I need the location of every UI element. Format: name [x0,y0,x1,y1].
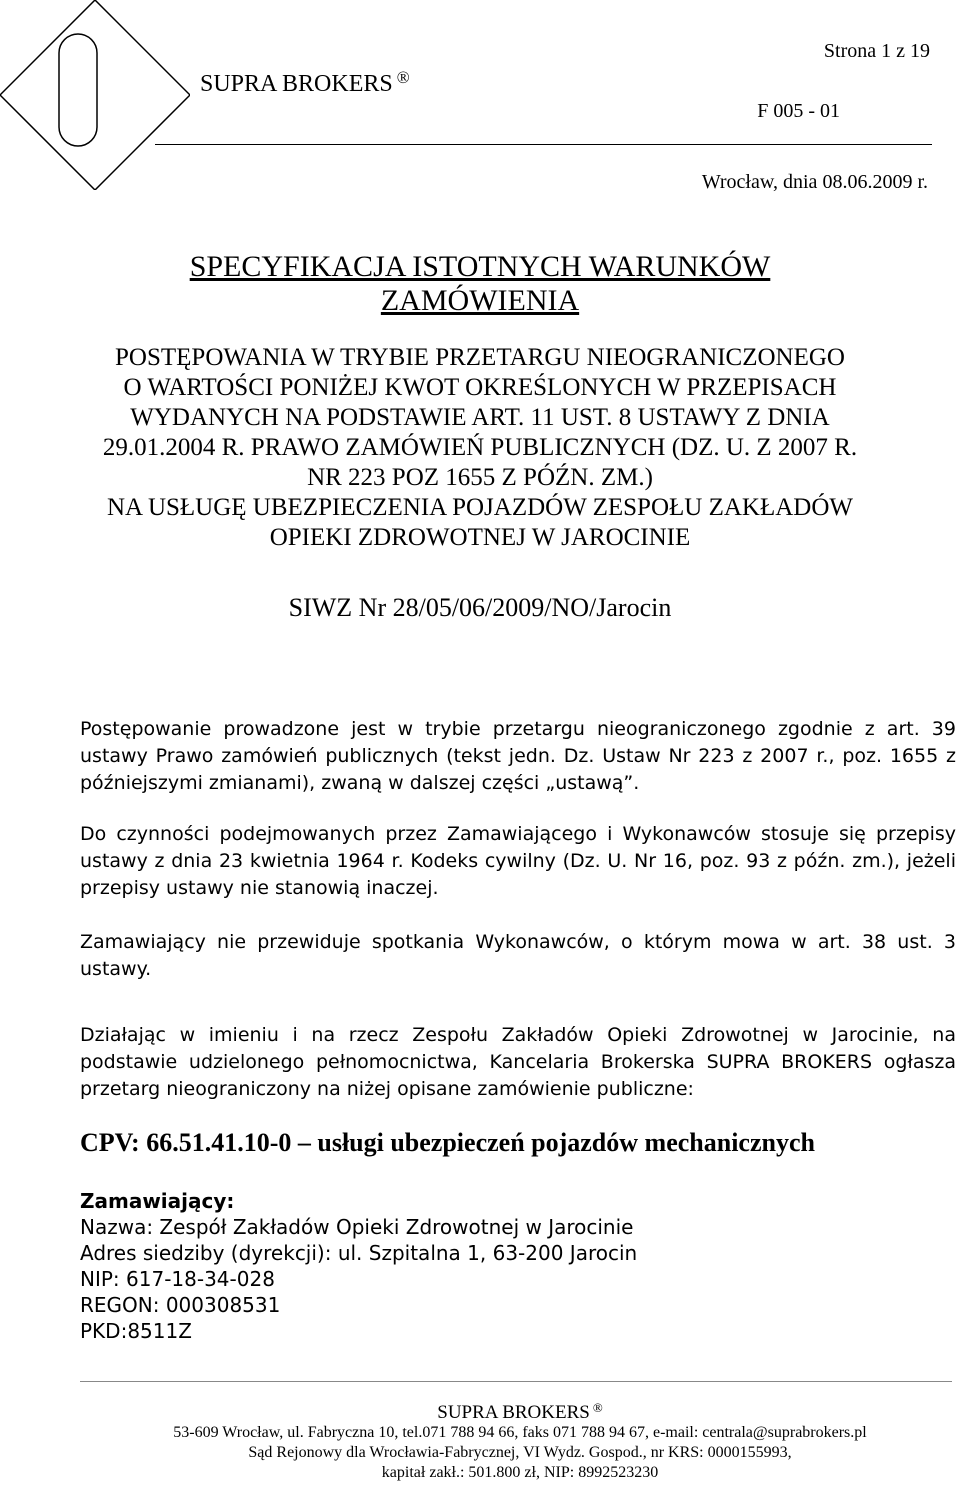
ordering-party-pkd: PKD:8511Z [80,1319,192,1343]
footer-brand-text: SUPRA BROKERS [437,1402,590,1423]
paragraph-procedure: Postępowanie prowadzone jest w trybie przetargu nieograniczonego zgodnie z art. 39 ustawy Prawo zamówień publicznych (tekst jedn. Dz. Ustaw Nr 223 z 2007 r., poz. 1655 z późniejszymi zmianami), zwaną w dalszej części „ustawą”. [80,718,956,794]
footer-court: Sąd Rejonowy dla Wrocławia-Fabrycznej, VI Wydz. Gospod., nr KRS: 0000155993, [248,1444,792,1461]
subtitle-line: WYDANYCH NA PODSTAWIE ART. 11 UST. 8 USTAWY Z DNIA [130,404,830,431]
document-subtitle [0,343,960,553]
registered-mark: ® [396,68,410,87]
page-footer [0,1398,960,1483]
paragraph-civil-code: Do czynności podejmowanych przez Zamawiającego i Wykonawców stosuje się przepisy ustawy z dnia 23 kwietnia 1964 r. Kodeks cywilny (Dz. U. Nr 16, poz. 93 z późn. zm.), jeżeli przepisy ustawy nie stanowią inaczej. [80,823,956,899]
footer-capital: kapitał zakł.: 501.800 zł, NIP: 8992523230 [381,1464,659,1481]
brand-text: SUPRA BROKERS [200,71,393,97]
header-divider [155,144,932,145]
cpv-code: CPV: 66.51.41.10-0 – usługi ubezpieczeń pojazdów mechanicznych [80,1128,815,1157]
subtitle-line: OPIEKI ZDROWOTNEJ W JAROCINIE [269,524,691,551]
title-line: ZAMÓWIENIA [380,284,580,317]
paragraph-meeting: Zamawiający nie przewiduje spotkania Wykonawców, o którym mowa w art. 38 ust. 3 ustawy. [80,931,956,980]
title-line: SPECYFIKACJA ISTOTNYCH WARUNKÓW [189,250,771,283]
ordering-party-name: Nazwa: Zespół Zakładów Opieki Zdrowotnej w Jarocinie [80,1215,634,1239]
ordering-party-heading: Zamawiający: [80,1189,235,1213]
ordering-party [80,1188,637,1344]
logo-oval [59,34,97,146]
siwz-number: SIWZ Nr 28/05/06/2009/NO/Jarocin [288,593,672,622]
subtitle-line: NR 223 POZ 1655 Z PÓŹN. ZM.) [307,464,653,491]
subtitle-line: O WARTOŚCI PONIŻEJ KWOT OKREŚLONYCH W PRZEPISACH [123,374,837,401]
subtitle-line: POSTĘPOWANIA W TRYBIE PRZETARGU NIEOGRANICZONEGO [115,344,845,371]
ordering-party-address: Adres siedziby (dyrekcji): ul. Szpitalna 1, 63-200 Jarocin [80,1241,638,1265]
footer-address: 53-609 Wrocław, ul. Fabryczna 10, tel.071 788 94 66, faks 071 788 94 67, e-mail: centrala@suprabrokers.pl [173,1424,867,1441]
ordering-party-regon: REGON: 000308531 [80,1293,281,1317]
footer-brand [0,1398,960,1423]
subtitle-line: 29.01.2004 R. PRAWO ZAMÓWIEŃ PUBLICZNYCH (DZ. U. Z 2007 R. [102,434,858,461]
logo-diamond [0,0,190,190]
page-number: Strona 1 z 19 [823,40,930,62]
document-title [0,250,960,318]
form-code: F 005 - 01 [757,100,840,122]
footer-divider [80,1381,952,1382]
paragraph-announcement: Działając w imieniu i na rzecz Zespołu Zakładów Opieki Zdrowotnej w Jarocinie, na podstawie udzielonego pełnomocnictwa, Kancelaria Brokerska SUPRA BROKERS ogłasza przetarg nieograniczony na niżej opisane zamówienie publiczne: [80,1024,956,1100]
place-date: Wrocław, dnia 08.06.2009 r. [701,171,928,193]
footer-registered-mark: ® [592,1400,603,1415]
brand-name [200,68,410,98]
subtitle-line: NA USŁUGĘ UBEZPIECZENIA POJAZDÓW ZESPOŁU ZAKŁADÓW [106,494,854,521]
ordering-party-nip: NIP: 617-18-34-028 [80,1267,275,1291]
company-logo [0,0,190,190]
